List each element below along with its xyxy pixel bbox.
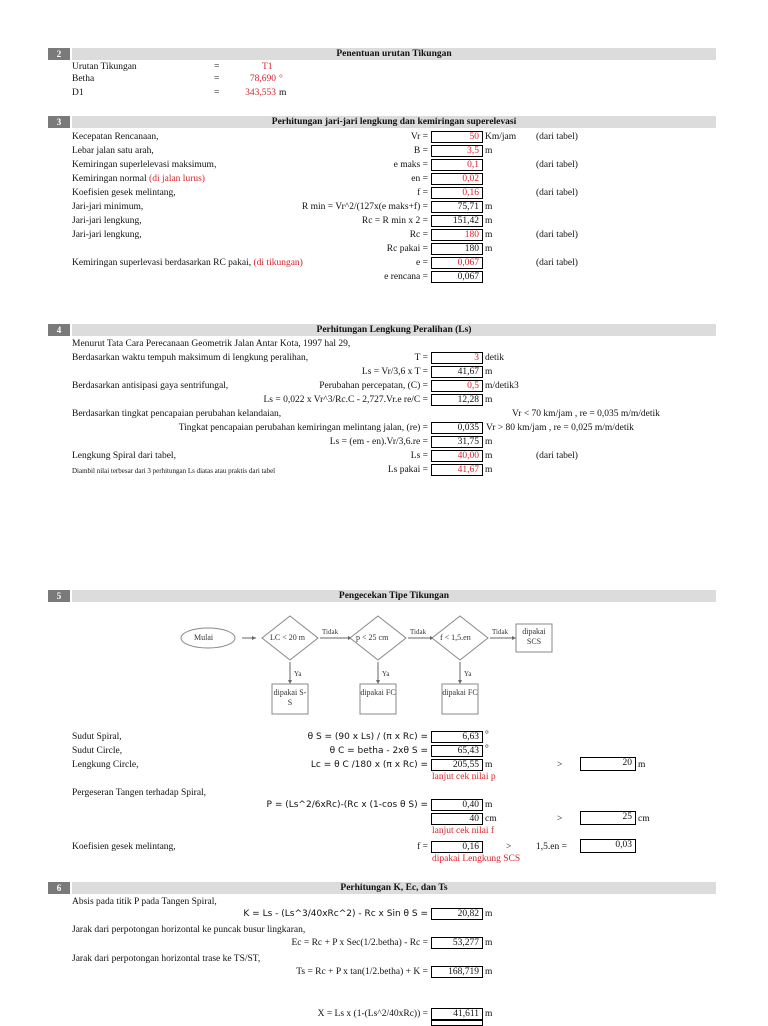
value-box: 180 (431, 229, 483, 241)
flow-decision-label: LC < 20 m (270, 633, 305, 642)
row-formula: Ls = Vr/3,6 x T = (361, 367, 428, 377)
row-unit: m (485, 202, 493, 212)
row-unit: Km/jam (485, 132, 517, 142)
flow-no-label: Tidak (492, 628, 509, 636)
row-label: Jarak dari perpotongan horizontal trase ke TS/ST, (72, 954, 261, 964)
flow-decision-label: p < 25 cm (356, 633, 389, 642)
row-unit: m (485, 244, 493, 254)
row-unit: ° (485, 730, 489, 740)
note-text: (dari tabel) (536, 230, 578, 240)
row-label: Urutan Tikungan (72, 62, 137, 72)
section-number: 3 (48, 116, 70, 128)
row-formula: e rencana = (384, 272, 428, 282)
row-label: Koefisien gesek melintang, (72, 842, 176, 852)
flow-no-label: Tidak (322, 628, 339, 636)
equals-sign: = (214, 74, 220, 84)
row-formula: Rc = R min x 2 = (361, 216, 428, 226)
row-label-text: Lebar jalan satu arah, (72, 146, 154, 156)
value-box: 20,82 (431, 908, 483, 920)
section-title: Perhitungan jari-jari lengkung dan kemiringan superelevasi (72, 116, 716, 128)
row-label: Berdasarkan antisipasi gaya sentrifungal, (72, 381, 229, 391)
row-formula: θ S = (90 x Ls) / (π x Rc) = (307, 732, 428, 742)
value-box: 0,067 (431, 257, 483, 269)
row-unit: cm (485, 814, 497, 824)
row-unit: ° (485, 744, 489, 754)
flow-decision-label: f < 1,5.en (440, 633, 471, 642)
row-label: Sudut Circle, (72, 746, 123, 756)
status-note: lanjut cek nilai f (432, 826, 494, 836)
value-box: 41,611 (431, 1008, 483, 1020)
row-formula: Rc = (409, 230, 428, 240)
value-box: 40,00 (431, 450, 483, 462)
row-label-text: Kecepatan Rencanaan, (72, 132, 159, 142)
row-formula: f = (417, 842, 428, 852)
row-value: 78,690 (249, 74, 276, 84)
comparison-sign: > (506, 842, 512, 852)
value-box: 0,16 (431, 187, 483, 199)
comparison-sign: > (557, 814, 563, 824)
flow-no-label: Tidak (410, 628, 427, 636)
section-number: 2 (48, 48, 70, 60)
value-box: 41,67 (431, 464, 483, 476)
row-formula: Vr = (410, 132, 428, 142)
row-unit: m (485, 800, 493, 810)
comparison-sign: > (557, 760, 563, 770)
row-formula: Ls pakai = (387, 465, 428, 475)
row-formula: Perubahan percepatan, (C) = (319, 381, 428, 391)
value-box: 3 (431, 352, 483, 364)
value-box: 53,277 (431, 937, 483, 949)
row-unit: m/detik3 (485, 381, 519, 391)
value-box: 31,75 (431, 436, 483, 448)
row-formula: θ C = betha - 2xθ S = (329, 746, 428, 756)
value-box: 0,035 (431, 422, 483, 434)
flow-outcome-label: dipakai S-S (273, 688, 307, 707)
row-formula: e = (416, 258, 428, 268)
row-unit: m (485, 760, 493, 770)
row-value: 343,553 (245, 88, 276, 98)
section-number: 6 (48, 882, 70, 894)
row-label: D1 (72, 88, 84, 98)
row-formula: Tingkat pencapaian perubahan kemiringan melintang jalan, (re) = (178, 423, 428, 433)
row-formula: Ls = 0,022 x Vr^3/Rc.C - 2,727.Vr.e re/C = (263, 395, 428, 405)
row-unit: m (485, 367, 493, 377)
value-box: 205,55 (431, 759, 483, 771)
equals-sign: = (214, 62, 220, 72)
row-formula: K = Ls - (Ls^3/40xRc^2) - Rc x Sin θ S = (243, 909, 428, 919)
row-formula: Rc pakai = (386, 244, 428, 254)
status-note: lanjut cek nilai p (432, 772, 496, 782)
row-label (72, 215, 142, 227)
value-box: 75,71 (431, 201, 483, 213)
row-label-text: Kemiringan superlelevasi maksimum, (72, 160, 217, 170)
note-text: (dari tabel) (536, 188, 578, 198)
value-box: 0,02 (431, 173, 483, 185)
note-text: Vr > 80 km/jam , re = 0,025 m/m/detik (486, 423, 634, 433)
note-text: Diambil nilai terbesar dari 3 perhitungan Ls diatas atau praktis dari tabel (72, 467, 276, 475)
row-unit: m (485, 146, 493, 156)
value-box: 0,5 (431, 380, 483, 392)
row-formula: T = (414, 353, 428, 363)
row-label: Berdasarkan waktu tempuh maksimum di lengkung peralihan, (72, 353, 309, 363)
value-box: 40 (431, 813, 483, 825)
row-unit: m (485, 395, 493, 405)
value-box: 12,28 (431, 394, 483, 406)
row-unit: m (485, 1009, 493, 1019)
comparison-label: 1,5.en = (536, 842, 567, 852)
reference-text: Menurut Tata Cara Perecanaan Geometrik Jalan Antar Kota, 1997 hal 29, (72, 339, 351, 349)
row-label-text: Koefisien gesek melintang, (72, 188, 176, 198)
row-formula: Ts = Rc + P x tan(1/2.betha) + K = (296, 967, 428, 977)
value-box: 25 (580, 811, 636, 825)
row-unit: m (485, 909, 493, 919)
section-title: Perhitungan K, Ec, dan Ts (72, 882, 716, 894)
note-text: (dari tabel) (536, 160, 578, 170)
row-label-text: Jari-jari minimum, (72, 202, 144, 212)
row-formula: f = (417, 188, 428, 198)
row-formula: Ls = (em - en).Vr/3,6.re = (329, 437, 428, 447)
value-box: 180 (431, 243, 483, 255)
row-value: T1 (262, 62, 273, 72)
value-box: 3,5 (431, 145, 483, 157)
note-text: (dari tabel) (536, 258, 578, 268)
note-text: Vr < 70 km/jam , re = 0,035 m/m/detik (512, 409, 660, 419)
row-label: Pergeseran Tangen terhadap Spiral, (72, 788, 207, 798)
section-title: Perhitungan Lengkung Peralihan (Ls) (72, 324, 716, 336)
row-label: Jarak dari perpotongan horizontal ke puncak busur lingkaran, (72, 925, 306, 935)
value-box: 0,40 (431, 799, 483, 811)
section-number: 4 (48, 324, 70, 336)
value-box: 0,16 (431, 841, 483, 853)
row-formula: B = (413, 146, 428, 156)
row-label (72, 131, 159, 143)
row-label-text: Jari-jari lengkung, (72, 230, 142, 240)
row-formula: Ec = Rc + P x Sec(1/2.betha) - Rc = (291, 938, 428, 948)
row-unit: m (279, 88, 287, 98)
value-box: 168,719 (431, 966, 483, 978)
flow-yes-label: Ya (464, 670, 472, 678)
row-label: Lengkung Spiral dari tabel, (72, 451, 176, 461)
section-title: Pengecekan Tipe Tikungan (72, 590, 716, 602)
flow-yes-label: Ya (382, 670, 390, 678)
row-label: Lengkung Circle, (72, 760, 139, 770)
row-formula: P = (Ls^2/6xRc)-(Rc x (1-cos θ S) = (266, 800, 428, 810)
value-box: 65,43 (431, 745, 483, 757)
row-unit: m (638, 760, 646, 770)
row-unit: detik (485, 353, 504, 363)
row-label: Sudut Spiral, (72, 732, 122, 742)
row-label: Betha (72, 74, 95, 84)
row-formula: X = Ls x (1-(Ls^2/40xRc)) = (317, 1009, 428, 1019)
row-unit: m (485, 465, 493, 475)
note-text: (dari tabel) (536, 132, 578, 142)
flow-start-label: Mulai (194, 633, 214, 642)
value-box: 20 (580, 757, 636, 771)
row-label: Berdasarkan tingkat pencapaian perubahan kelandaian, (72, 409, 282, 419)
row-formula: Lc = θ C /180 x (π x Rc) = (310, 760, 428, 770)
value-box: 0,03 (580, 839, 636, 853)
row-label (72, 229, 142, 241)
equals-sign: = (214, 88, 220, 98)
row-unit: m (485, 230, 493, 240)
row-unit: m (485, 967, 493, 977)
row-unit: ° (279, 74, 283, 84)
row-label-text: Jari-jari lengkung, (72, 216, 142, 226)
flow-outcome-label: dipakai FC (442, 688, 478, 697)
row-label-note: (di jalan lurus) (149, 174, 205, 184)
section-number: 5 (48, 590, 70, 602)
flow-yes-label: Ya (294, 670, 302, 678)
row-label (72, 201, 143, 213)
row-label-text: Kemiringan normal (72, 174, 150, 184)
row-label: Absis pada titik P pada Tangen Spiral, (72, 897, 217, 907)
value-box: 0,067 (431, 271, 483, 283)
row-unit: m (485, 437, 493, 447)
row-formula: R min = Vr^2/(127x(e maks+f) = (301, 202, 428, 212)
flow-end-label: dipakai SCS (522, 627, 546, 646)
row-label-text: Kemiringan superlevasi berdasarkan RC pakai, (72, 258, 254, 268)
value-box: 0,1 (431, 159, 483, 171)
value-box: 50 (431, 131, 483, 143)
row-label (72, 145, 154, 157)
section-title: Penentuan urutan Tikungan (72, 48, 716, 60)
row-unit: cm (638, 814, 650, 824)
row-unit: m (485, 451, 493, 461)
value-box: 41,67 (431, 366, 483, 378)
row-unit: m (485, 216, 493, 226)
value-box: 151,42 (431, 215, 483, 227)
flow-outcome-label: dipakai FC (360, 688, 396, 697)
row-formula: e maks = (393, 160, 428, 170)
row-formula: en = (411, 174, 428, 184)
value-box-partial (431, 1020, 483, 1026)
row-unit: m (485, 938, 493, 948)
row-label-note: (di tikungan) (253, 258, 303, 268)
status-note: dipakai Lengkung SCS (432, 854, 521, 864)
value-box: 6,63 (431, 731, 483, 743)
row-formula: Ls = (410, 451, 428, 461)
note-text: (dari tabel) (536, 451, 578, 461)
